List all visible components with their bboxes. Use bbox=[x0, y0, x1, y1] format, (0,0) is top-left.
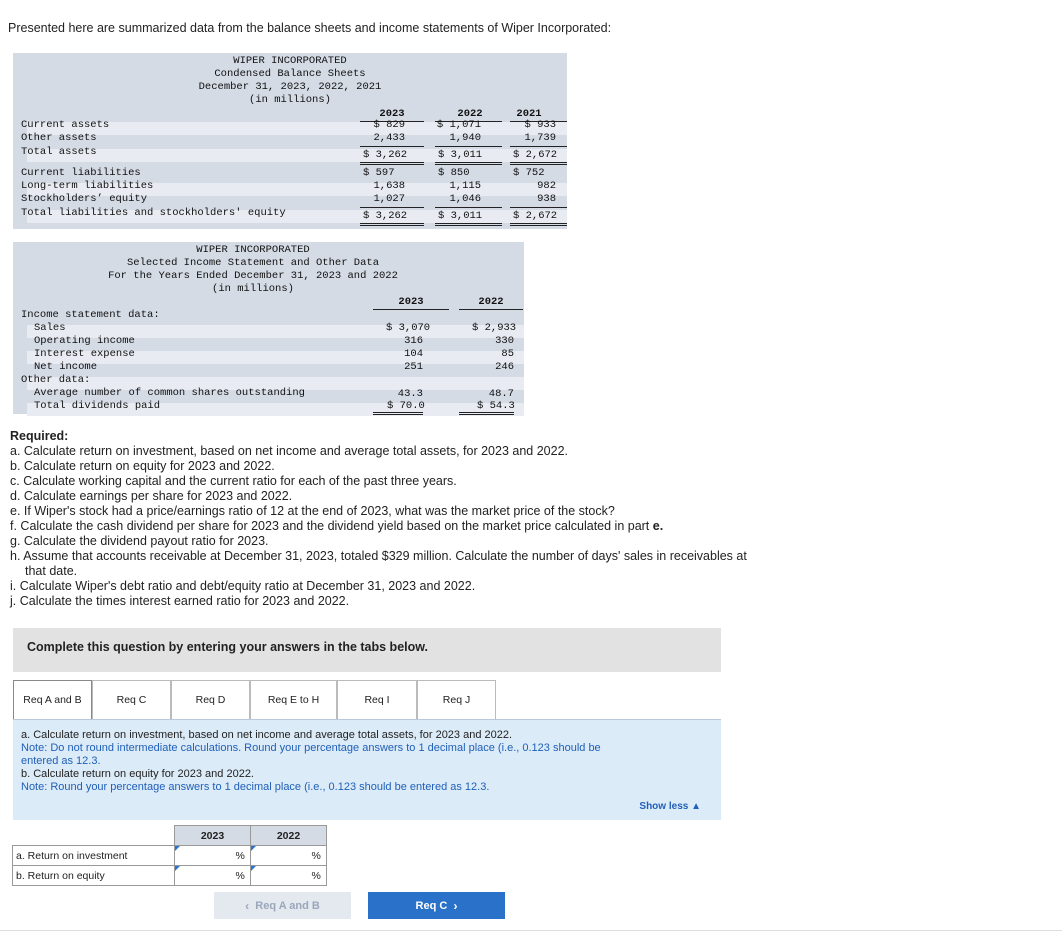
balance-cell: 1,115 bbox=[449, 180, 481, 192]
required-item-c: c. Calculate working capital and the current ratio for each of the past three years. bbox=[10, 474, 457, 488]
info-part-b: b. Calculate return on equity for 2023 and 2022. bbox=[21, 768, 254, 780]
balance-cell: 1,027 bbox=[373, 193, 405, 205]
roe-2022-cell bbox=[251, 866, 310, 886]
balance-cell: $ 752 bbox=[513, 167, 545, 179]
percent-unit: % bbox=[310, 866, 327, 886]
income-row-label: Average number of common shares outstanding bbox=[34, 387, 305, 399]
balance-row-label: Other assets bbox=[21, 132, 97, 144]
tab-req-e-to-h[interactable]: Req E to H bbox=[250, 680, 337, 719]
info-part-a: a. Calculate return on investment, based on net income and average total assets, for 2023 and 2022. bbox=[21, 729, 513, 741]
req-tabs bbox=[13, 680, 496, 719]
income-cell: $ 70.0 bbox=[387, 400, 425, 412]
roi-2023-cell bbox=[175, 846, 234, 866]
balance-title-units: (in millions) bbox=[249, 94, 331, 106]
income-year-2022: 2022 bbox=[478, 296, 504, 308]
balance-cell: 1,046 bbox=[449, 193, 481, 205]
percent-unit: % bbox=[234, 866, 251, 886]
balance-cell: $ 3,011 bbox=[438, 149, 483, 161]
balance-year-2021: 2021 bbox=[516, 108, 542, 120]
balance-cell: 982 bbox=[537, 180, 556, 192]
income-row-label: Total dividends paid bbox=[34, 400, 161, 412]
balance-row-label: Total liabilities and stockholders' equity bbox=[21, 207, 286, 219]
answer-col-2022: 2022 bbox=[251, 826, 327, 846]
income-cell: $ 3,070 bbox=[386, 322, 431, 334]
income-title-period: For the Years Ended December 31, 2023 and 2022 bbox=[108, 270, 398, 282]
required-item-h-cont: that date. bbox=[25, 564, 78, 578]
required-item-f-part: e. bbox=[652, 519, 664, 533]
income-year-2023: 2023 bbox=[398, 296, 424, 308]
income-cell: $ 2,933 bbox=[472, 322, 517, 334]
required-item-a: a. Calculate return on investment, based on net income and average total assets, for 2023 and 2022. bbox=[10, 444, 568, 458]
balance-cell: $ 2,672 bbox=[513, 149, 558, 161]
balance-cell: 1,638 bbox=[373, 180, 405, 192]
input-marker-icon bbox=[175, 866, 180, 871]
income-cell: 104 bbox=[404, 348, 423, 360]
income-cell: 316 bbox=[404, 335, 423, 347]
balance-cell: $ 1,071 bbox=[436, 119, 481, 131]
percent-unit: % bbox=[234, 846, 251, 866]
next-button-label: Req C bbox=[415, 899, 448, 912]
intro-text: Presented here are summarized data from the balance sheets and income statements of Wiper Incorporated: bbox=[8, 21, 612, 35]
next-button[interactable] bbox=[368, 892, 505, 919]
required-item-h: h. Assume that accounts receivable at December 31, 2023, totaled $329 million. Calculate the number of days' sales in receivables at bbox=[10, 549, 747, 563]
balance-cell: 938 bbox=[537, 193, 556, 205]
bottom-divider bbox=[0, 930, 1062, 931]
input-marker-icon bbox=[251, 866, 256, 871]
question-info-box bbox=[13, 719, 721, 820]
triangle-up-icon: ▲ bbox=[691, 801, 701, 812]
balance-title-statement: Condensed Balance Sheets bbox=[214, 68, 366, 80]
input-marker-icon bbox=[251, 846, 256, 851]
balance-cell: $ 3,262 bbox=[363, 149, 408, 161]
info-note-a-cont: entered as 12.3. bbox=[21, 755, 101, 767]
answer-table-corner bbox=[13, 826, 175, 846]
balance-row-label: Current liabilities bbox=[21, 167, 141, 179]
chevron-left-icon: ‹ bbox=[245, 898, 250, 913]
balance-row-label: Stockholders’ equity bbox=[21, 193, 148, 205]
show-less-label: Show less bbox=[639, 801, 689, 812]
tab-req-a-and-b[interactable]: Req A and B bbox=[13, 680, 92, 719]
income-statement-panel bbox=[13, 242, 524, 414]
income-title-statement: Selected Income Statement and Other Data bbox=[126, 257, 380, 269]
roe-2023-cell bbox=[175, 866, 234, 886]
answer-row-label-roi: a. Return on investment bbox=[13, 846, 175, 866]
required-item-i: i. Calculate Wiper's debt ratio and debt/equity ratio at December 31, 2023 and 2022. bbox=[10, 579, 476, 593]
income-title-company: WIPER INCORPORATED bbox=[196, 244, 310, 256]
roi-2022-cell bbox=[251, 846, 310, 866]
income-cell: 43.3 bbox=[397, 388, 423, 400]
income-cell: 330 bbox=[495, 335, 514, 347]
required-item-f bbox=[10, 519, 800, 534]
balance-cell: $ 597 bbox=[363, 167, 395, 179]
income-row-label: Sales bbox=[34, 322, 66, 334]
income-cell: 48.7 bbox=[488, 388, 514, 400]
income-cell: 246 bbox=[495, 361, 514, 373]
prev-button[interactable] bbox=[214, 892, 351, 919]
roe-2022-input[interactable] bbox=[251, 867, 310, 885]
required-item-j: j. Calculate the times interest earned ratio for 2023 and 2022. bbox=[10, 594, 350, 608]
balance-sheet-panel bbox=[13, 53, 567, 229]
tab-req-d[interactable]: Req D bbox=[171, 680, 250, 719]
income-cell: 85 bbox=[501, 348, 514, 360]
balance-cell: $ 2,672 bbox=[513, 210, 558, 222]
income-section-label: Income statement data: bbox=[21, 309, 160, 321]
required-section bbox=[10, 429, 800, 609]
income-title-units: (in millions) bbox=[212, 283, 294, 295]
balance-year-2022: 2022 bbox=[457, 108, 483, 120]
show-less-link[interactable] bbox=[639, 801, 701, 812]
balance-cell: $ 933 bbox=[524, 119, 556, 131]
balance-cell: $ 850 bbox=[438, 167, 470, 179]
balance-cell: $ 3,262 bbox=[363, 210, 408, 222]
info-note-a: Note: Do not round intermediate calculations. Round your percentage answers to 1 decimal place (i.e., 0.123 should be bbox=[21, 742, 601, 754]
required-item-g: g. Calculate the dividend payout ratio for 2023. bbox=[10, 534, 269, 548]
income-cell: $ 54.3 bbox=[477, 400, 515, 412]
balance-title-dates: December 31, 2023, 2022, 2021 bbox=[198, 81, 382, 93]
balance-cell: 1,739 bbox=[524, 132, 556, 144]
balance-row-label: Total assets bbox=[21, 146, 97, 158]
instructions-text: Complete this question by entering your answers in the tabs below. bbox=[27, 640, 428, 654]
income-row-label: Operating income bbox=[34, 335, 135, 347]
balance-cell: 1,940 bbox=[449, 132, 481, 144]
required-item-e: e. If Wiper's stock had a price/earnings ratio of 12 at the end of 2023, what was the market price of the stock? bbox=[10, 504, 615, 518]
prev-button-label: Req A and B bbox=[255, 899, 320, 912]
roi-2023-input[interactable] bbox=[175, 847, 234, 865]
balance-title-company: WIPER INCORPORATED bbox=[233, 55, 347, 67]
income-row-label: Interest expense bbox=[34, 348, 135, 360]
income-cell: 251 bbox=[404, 361, 423, 373]
balance-cell: 2,433 bbox=[373, 132, 405, 144]
tab-req-i[interactable]: Req I bbox=[337, 680, 417, 719]
required-heading: Required: bbox=[10, 429, 69, 443]
required-item-f-text: f. Calculate the cash dividend per share for 2023 and the dividend yield based on the market price calculated in part bbox=[10, 519, 650, 533]
instructions-bar bbox=[13, 628, 721, 672]
income-section-label: Other data: bbox=[21, 374, 91, 386]
balance-cell: $ 829 bbox=[373, 119, 405, 131]
balance-cell: $ 3,011 bbox=[438, 210, 483, 222]
income-row-label: Net income bbox=[34, 361, 98, 373]
chevron-right-icon: › bbox=[453, 898, 458, 913]
roe-2023-input[interactable] bbox=[175, 867, 234, 885]
tab-req-j[interactable]: Req J bbox=[417, 680, 496, 719]
percent-unit: % bbox=[310, 846, 327, 866]
required-item-b: b. Calculate return on equity for 2023 and 2022. bbox=[10, 459, 275, 473]
balance-row-label: Current assets bbox=[21, 119, 110, 131]
answer-table bbox=[12, 825, 327, 886]
answer-row-label-roe: b. Return on equity bbox=[13, 866, 175, 886]
input-marker-icon bbox=[175, 846, 180, 851]
roi-2022-input[interactable] bbox=[251, 847, 310, 865]
tab-req-c[interactable]: Req C bbox=[92, 680, 171, 719]
balance-year-2023: 2023 bbox=[379, 108, 405, 120]
balance-row-label: Long-term liabilities bbox=[21, 180, 154, 192]
info-note-b: Note: Round your percentage answers to 1 decimal place (i.e., 0.123 should be entered as 12.3. bbox=[21, 781, 490, 793]
answer-col-2023: 2023 bbox=[175, 826, 251, 846]
required-item-d: d. Calculate earnings per share for 2023 and 2022. bbox=[10, 489, 293, 503]
